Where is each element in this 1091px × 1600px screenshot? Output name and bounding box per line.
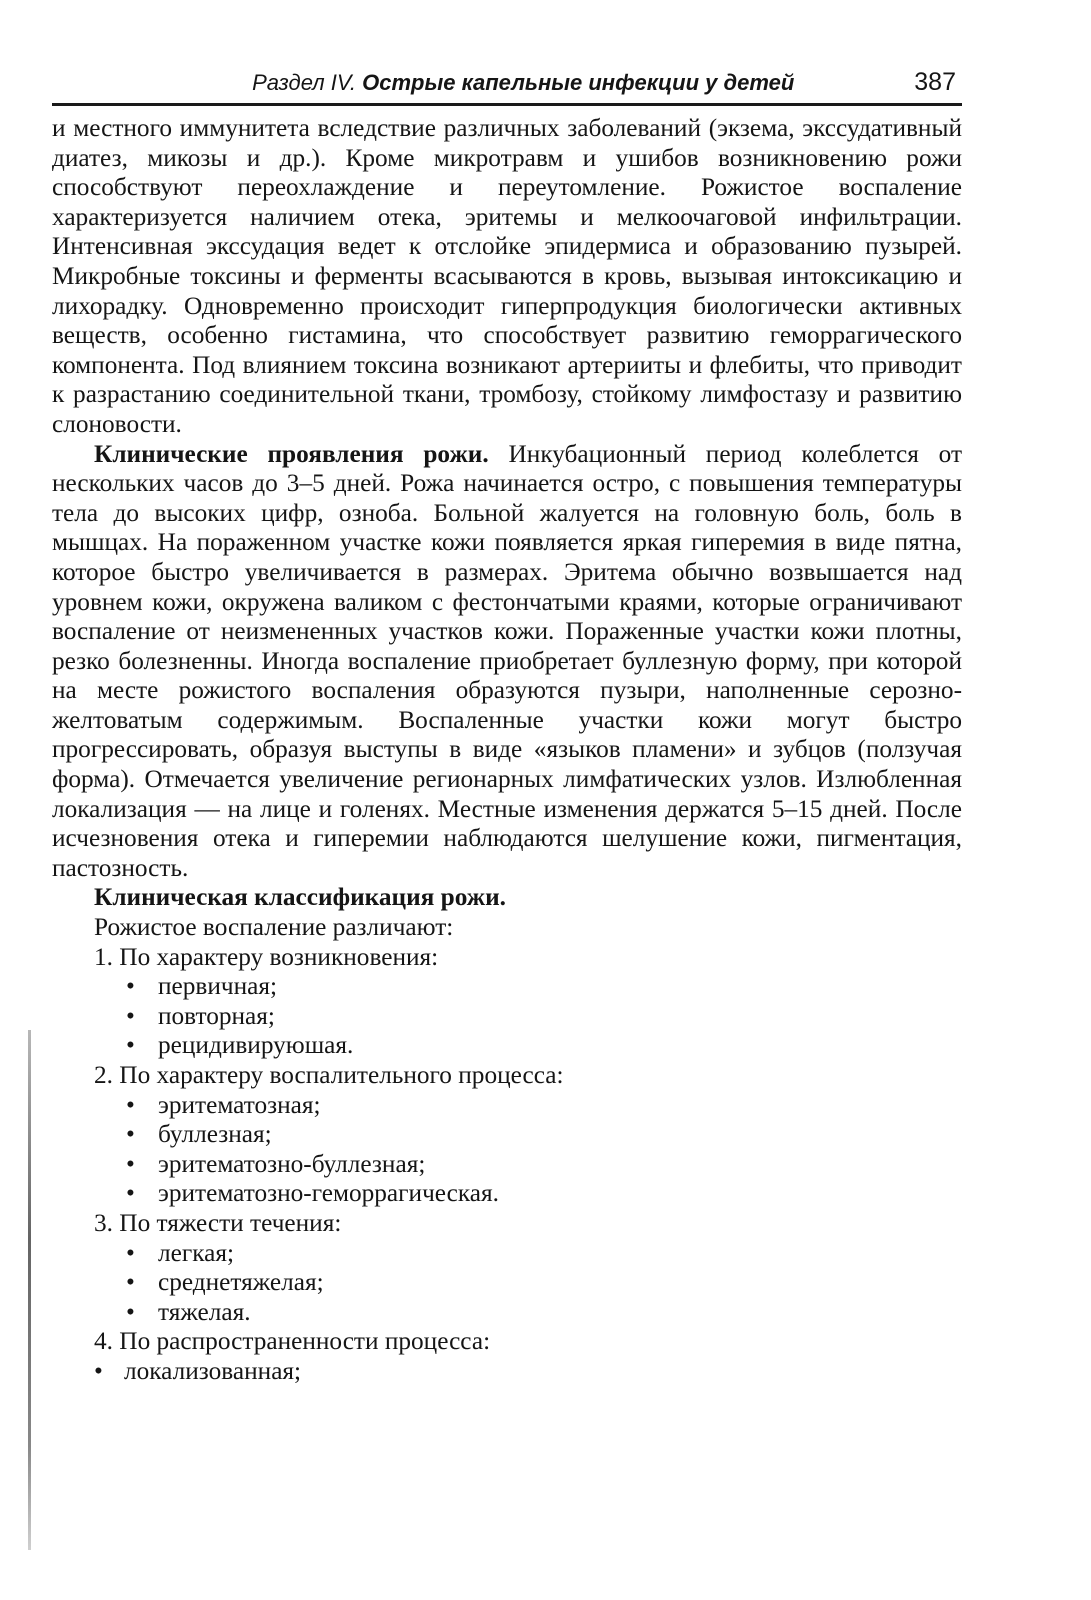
group-3-title: 3. По тяжести течения:: [94, 1208, 342, 1237]
list-item: • повторная;: [52, 1002, 962, 1032]
clinical-text: Инкубационный период колеблется от нескольких часов до 3–5 дней. Рожа начинается остро, с повышения температуры тела до высоких цифр, озноба. Больной жалуется на головную боль, боль в мышцах. На пораженном участке кожи появляется яркая гиперемия в виде пятна, которое быстро увеличивается в размерах. Эритема обычно возвышается над уровнем кожи, окружена валиком с фестончатыми краями, которые ограничивают воспаление от неизмененных участков кожи. Пораженные участки кожи плотны, резко болезненны. Иногда воспаление приобретает буллезную форму, при которой на месте рожистого воспаления образуются пузыри, наполненные серозно-желтоватым содержимым. Воспаленные участки кожи могут быстро прогрессировать, образуя выступы в виде «языков пламени» и зубцов (ползучая форма). Отмечается увеличение регионарных лимфатических узлов. Излюбленная локализация — на лице и голенях. Местные изменения держатся 5–15 дней. После исчезновения отека и гиперемии наблюдаются шелушение кожи, пигментация, пастозность.: [52, 439, 963, 882]
group-1-list: [52, 972, 962, 1061]
list-item: • эритематозно-буллезная;: [52, 1150, 962, 1180]
list-item: • среднетяжелая;: [52, 1268, 962, 1298]
paragraph-clinical: [52, 440, 962, 884]
group-2-title: 2. По характеру воспалительного процесса:: [94, 1061, 564, 1089]
classification-intro: Рожистое воспаление различают:: [94, 913, 454, 942]
page-body: [52, 114, 962, 1387]
list-item: • эритематозная;: [52, 1091, 962, 1121]
clinical-lead: Клинические проявления рожи.: [94, 439, 489, 468]
scan-edge-mark: [28, 1030, 31, 1550]
section-title: Острые капельные инфекции у детей: [362, 70, 795, 95]
list-item: • рецидивируюшая.: [52, 1031, 962, 1061]
section-prefix: Раздел IV.: [252, 70, 356, 95]
list-item: • эритематозно-геморрагическая.: [52, 1179, 962, 1209]
page-number: 387: [914, 68, 956, 96]
paragraph-pathogenesis: и местного иммунитета вследствие различных заболеваний (экзема, экссудативный диатез, микозы и др.). Кроме микротравм и ушибов возникновению рожи способствуют переохлаждение и переутомление. Рожистое воспаление характеризуется наличием отека, эритемы и мелкоочаговой инфильтрации. Интенсивная экссудация ведет к отслойке эпидермиса и образованию пузырей. Микробные токсины и ферменты всасываются в кровь, вызывая интоксикацию и лихорадку. Одновременно происходит гиперпродукция биологически активных веществ, особенно гистамина, что способствует развитию геморрагического компонента. Под влиянием токсина возникают артерииты и флебиты, что приводит к разрастанию соединительной ткани, тромбозу, стойкому лимфостазу и развитию слоновости.: [52, 114, 962, 438]
list-item: • буллезная;: [52, 1120, 962, 1150]
list-item: • тяжелая.: [52, 1298, 962, 1328]
list-item: • первичная;: [52, 972, 962, 1002]
list-item: • легкая;: [52, 1239, 962, 1269]
group-2-list: [52, 1091, 962, 1209]
list-item: • локализованная;: [52, 1357, 962, 1387]
group-4-title: 4. По распространенности процесса:: [94, 1327, 491, 1356]
group-1-title: 1. По характеру возникновения:: [94, 942, 439, 971]
header-rule: [52, 103, 962, 106]
section-heading: [252, 70, 794, 96]
running-header: [52, 68, 962, 103]
classification-title: Клиническая классификация рожи.: [94, 883, 507, 912]
group-3-list: [52, 1239, 962, 1328]
book-page: [52, 68, 962, 1387]
group-4-list: [52, 1357, 962, 1387]
